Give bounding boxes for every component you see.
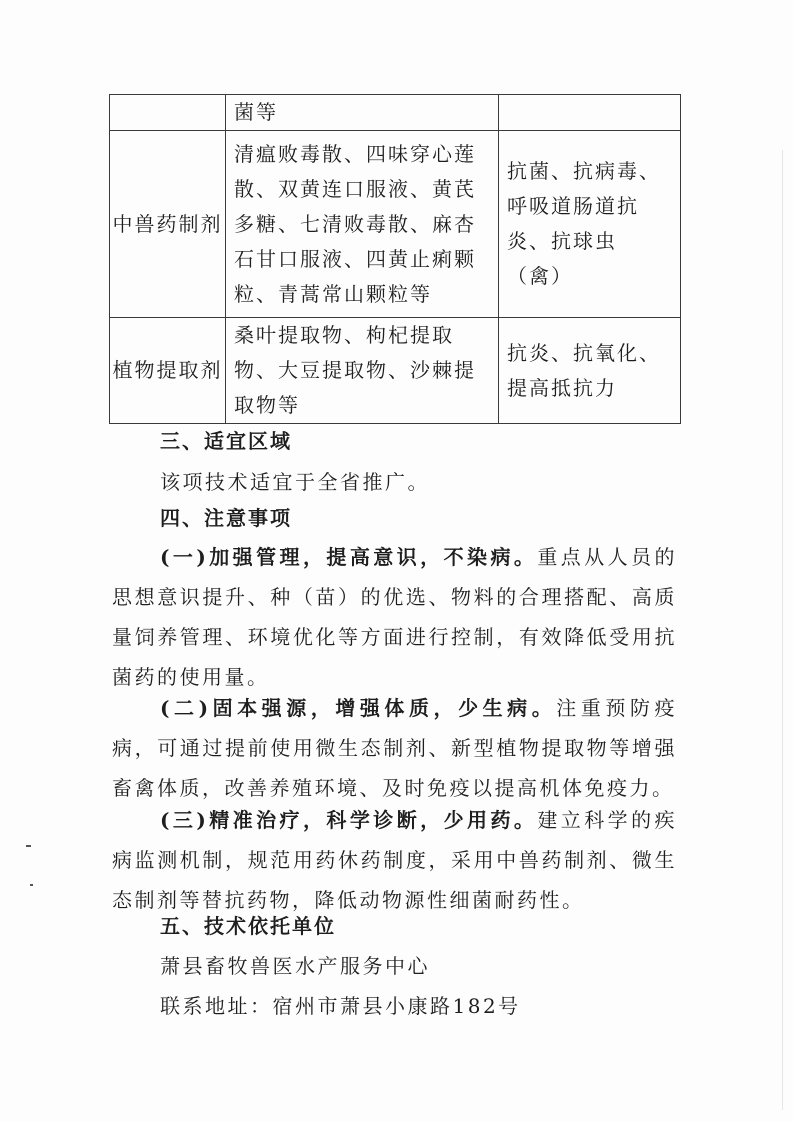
section4-item1 (112, 537, 677, 697)
section5-unit: 萧县畜牧兽医水产服务中心 (160, 954, 430, 978)
item2-lead: (二)固本强源，增强体质，少生病。 (160, 696, 557, 720)
section3-body: 该项技术适宜于全省推广。 (160, 470, 430, 494)
item2-body: 注重预防疫病，可通过提前使用微生态制剂、新型植物提取物等增强畜禽体质，改善养殖环境、及时免疫以提高机体免疫力。 (112, 696, 677, 800)
scan-edge-line (782, 150, 783, 1110)
table-row (110, 131, 681, 318)
table-row (110, 318, 681, 424)
item3-body: 建立科学的疾病监测机制，规范用药休药制度，采用中兽药制剂、微生态制剂等替抗药物，降低动物源性细菌耐药性。 (112, 808, 678, 912)
section5-heading: 五、技术依托单位 (160, 914, 336, 938)
effect-cell: 抗菌、抗病毒、呼吸道肠道抗炎、抗球虫（禽） (499, 131, 681, 318)
section4-heading: 四、注意事项 (160, 506, 292, 530)
section4-item2 (112, 688, 677, 808)
category-cell: 中兽药制剂 (110, 131, 226, 318)
drug-cell: 菌等 (226, 95, 499, 131)
item3-lead: (三)精准治疗，科学诊断，少用药。 (160, 808, 538, 832)
category-cell: 植物提取剂 (110, 318, 226, 424)
section3-heading: 三、适宜区域 (160, 429, 292, 453)
effect-cell (499, 95, 681, 131)
drug-cell: 清瘟败毒散、四味穿心莲散、双黄连口服液、黄芪多糖、七清败毒散、麻杏石甘口服液、四黄止痢颗粒、青蒿常山颗粒等 (226, 131, 499, 318)
section5-address: 联系地址：宿州市萧县小康路182号 (160, 994, 521, 1018)
category-cell (110, 95, 226, 131)
drug-cell: 桑叶提取物、枸杞提取物、大豆提取物、沙棘提取物等 (226, 318, 499, 424)
table-row (110, 95, 681, 131)
item1-lead: (一)加强管理，提高意识，不染病。 (160, 545, 538, 569)
drug-table (109, 94, 681, 424)
section4-item3 (112, 800, 677, 920)
scan-mark (26, 845, 31, 847)
scan-mark (30, 884, 33, 886)
item1-body: 重点从人员的思想意识提升、种（苗）的优选、物料的合理搭配、高质量饲养管理、环境优化等方面进行控制，有效降低受用抗菌药的使用量。 (112, 545, 678, 689)
effect-cell: 抗炎、抗氧化、提高抵抗力 (499, 318, 681, 424)
